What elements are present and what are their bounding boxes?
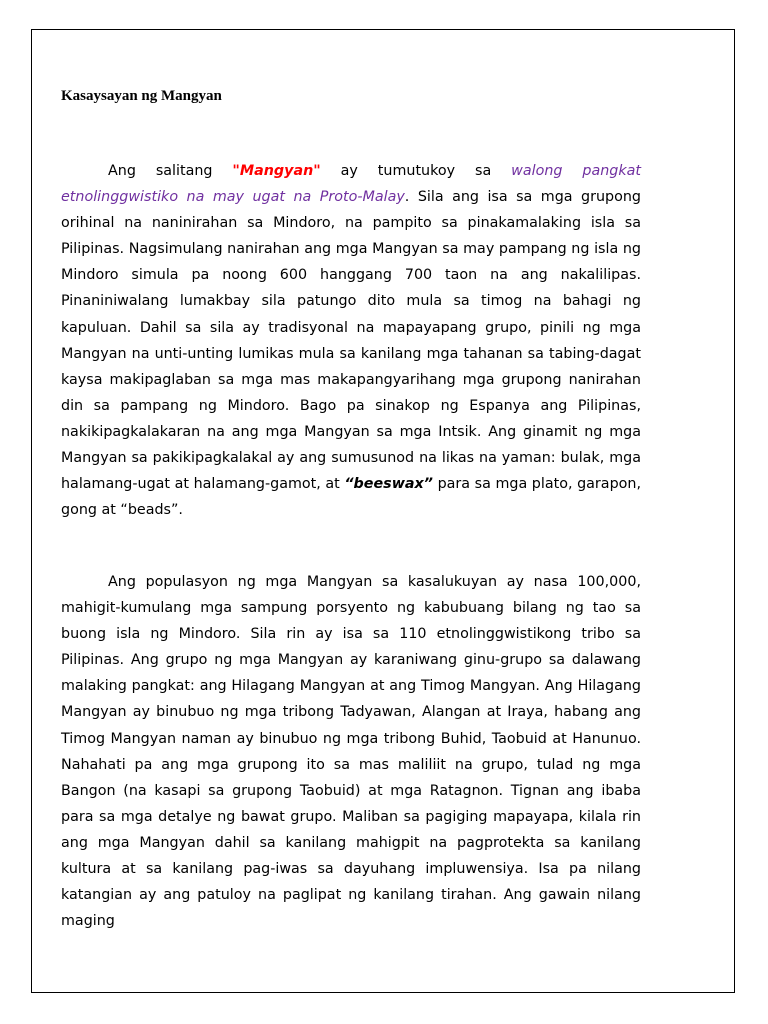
paragraph-2: Ang populasyon ng mga Mangyan sa kasalukuyan ay nasa 100,000, mahigit-kumulang mga sampung porsyento ng kabubuang bilang ng tao sa buong isla ng Mindoro. Sila rin ay isa sa 110 etnolinggwistikong tribo sa Pilipinas. Ang grupo ng mga Mangyan ay karaniwang ginu-grupo sa dalawang malaking pangkat: ang Hilagang Mangyan at ang Timog Mangyan. Ang Hilagang Mangyan ay binubuo ng mga tribong Tadyawan, Alangan at Iraya, habang ang Timog Mangyan naman ay binubuo ng mga tribong Buhid, Taobuid at Hanunuo. Nahahati pa ang mga grupong ito sa mas maliliit na grupo, tulad ng mga Bangon (na kasapi sa grupong Taobuid) at mga Ratagnon. Tignan ang ibaba para sa mga detalye ng bawat grupo. Maliban sa pagiging mapayapa, kilala rin ang mga Mangyan dahil sa kanilang mahigpit na pagprotekta sa kanilang kultura at sa kanilang pag-iwas sa dayuhang impluwensiya. Isa pa nilang katangian ay ang patuloy na paglipat ng kanilang tirahan. Ang gawain nilang maging <box>61 574 641 930</box>
keyword-ethnolinguistic-group: walong pangkat etnolinggwistiko na may ugat na Proto-Malay <box>61 163 641 206</box>
paragraph-1-mid: ay tumutukoy sa <box>320 163 512 179</box>
paragraph-1-end: para sa mga plato, garapon, gong at “beads”. <box>61 476 641 519</box>
keyword-mangyan: "Mangyan" <box>232 163 321 179</box>
paragraph-1-body: . Sila ang isa sa mga grupong orihinal na naninirahan sa Mindoro, na pampito sa pinakamalaking isla sa Pilipinas. Nagsimulang nanirahan ang mga Mangyan sa may pampang ng isla ng Mindoro simula pa noong 600 hanggang 700 taon na ang nakalilipas. Pinaniniwalang lumakbay sila patungo dito mula sa timog na bahagi ng kapuluan. Dahil sa sila ay tradisyonal na mapayapang grupo, pinili ng mga Mangyan na unti-unting lumikas mula sa kanilang mga tahanan sa tabing-dagat kaysa makipaglaban sa mga mas makapangyarihang mga grupong nanirahan din sa pampang ng Mindoro. Bago pa sinakop ng Espanya ang Pilipinas, nakikipagkalakaran na ang mga Mangyan sa mga Intsik. Ang ginamit ng mga Mangyan sa pakikipagkalakal ay ang sumusunod na likas na yaman: bulak, mga halamang-ugat at halamang-gamot, at <box>61 189 641 493</box>
paragraph-1 <box>61 158 641 523</box>
document-title: Kasaysayan ng Mangyan <box>61 88 222 104</box>
paragraph-1-intro: Ang salitang <box>108 163 233 179</box>
keyword-beeswax: “beeswax” <box>344 476 433 493</box>
